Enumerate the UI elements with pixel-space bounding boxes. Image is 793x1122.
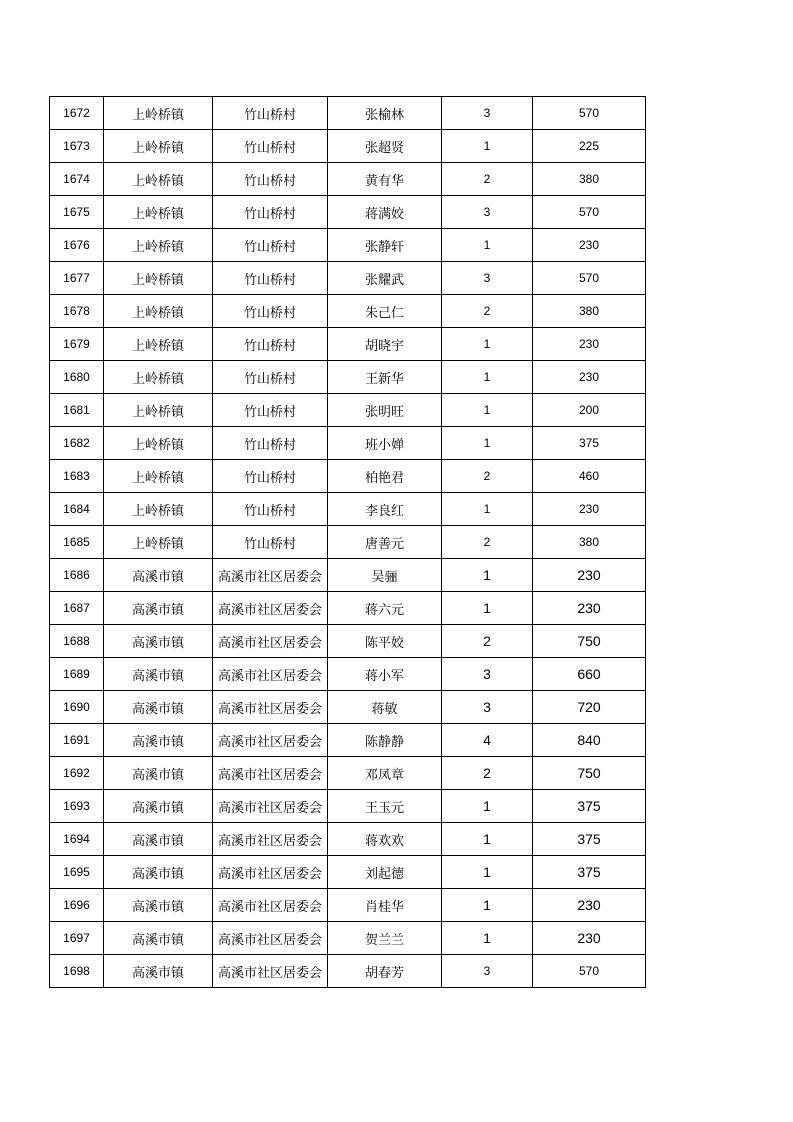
amount-cell: 720 — [533, 691, 646, 724]
count-cell: 1 — [442, 394, 533, 427]
name-cell: 黄有华 — [328, 163, 442, 196]
amount-cell: 570 — [533, 955, 646, 988]
table-row — [50, 592, 646, 625]
row-number-cell: 1678 — [50, 295, 104, 328]
count-cell: 1 — [442, 229, 533, 262]
name-cell: 王玉元 — [328, 790, 442, 823]
count-cell: 1 — [442, 856, 533, 889]
amount-cell: 375 — [533, 790, 646, 823]
row-number-cell: 1689 — [50, 658, 104, 691]
count-cell: 2 — [442, 163, 533, 196]
count-cell: 3 — [442, 691, 533, 724]
name-cell: 柏艳君 — [328, 460, 442, 493]
village-cell: 高溪市社区居委会 — [213, 856, 328, 889]
village-cell: 竹山桥村 — [213, 97, 328, 130]
village-cell: 竹山桥村 — [213, 295, 328, 328]
town-cell: 高溪市镇 — [104, 955, 213, 988]
count-cell: 3 — [442, 262, 533, 295]
amount-cell: 230 — [533, 361, 646, 394]
town-cell: 上岭桥镇 — [104, 262, 213, 295]
town-cell: 上岭桥镇 — [104, 97, 213, 130]
count-cell: 1 — [442, 790, 533, 823]
village-cell: 竹山桥村 — [213, 196, 328, 229]
village-cell: 竹山桥村 — [213, 262, 328, 295]
count-cell: 1 — [442, 427, 533, 460]
count-cell: 1 — [442, 493, 533, 526]
village-cell: 竹山桥村 — [213, 493, 328, 526]
row-number-cell: 1681 — [50, 394, 104, 427]
table-row — [50, 394, 646, 427]
count-cell: 1 — [442, 823, 533, 856]
table-row — [50, 691, 646, 724]
amount-cell: 230 — [533, 592, 646, 625]
count-cell: 4 — [442, 724, 533, 757]
amount-cell: 230 — [533, 559, 646, 592]
village-cell: 高溪市社区居委会 — [213, 658, 328, 691]
count-cell: 3 — [442, 97, 533, 130]
amount-cell: 840 — [533, 724, 646, 757]
town-cell: 高溪市镇 — [104, 724, 213, 757]
name-cell: 张超贤 — [328, 130, 442, 163]
town-cell: 高溪市镇 — [104, 559, 213, 592]
amount-cell: 570 — [533, 196, 646, 229]
table-row — [50, 526, 646, 559]
village-cell: 高溪市社区居委会 — [213, 790, 328, 823]
amount-cell: 375 — [533, 823, 646, 856]
village-cell: 竹山桥村 — [213, 361, 328, 394]
row-number-cell: 1675 — [50, 196, 104, 229]
town-cell: 高溪市镇 — [104, 691, 213, 724]
village-cell: 竹山桥村 — [213, 163, 328, 196]
village-cell: 竹山桥村 — [213, 526, 328, 559]
row-number-cell: 1698 — [50, 955, 104, 988]
table-row — [50, 328, 646, 361]
table-row — [50, 955, 646, 988]
row-number-cell: 1695 — [50, 856, 104, 889]
town-cell: 高溪市镇 — [104, 790, 213, 823]
row-number-cell: 1677 — [50, 262, 104, 295]
data-table — [49, 96, 646, 988]
amount-cell: 375 — [533, 427, 646, 460]
row-number-cell: 1690 — [50, 691, 104, 724]
count-cell: 2 — [442, 757, 533, 790]
table-row — [50, 922, 646, 955]
name-cell: 唐善元 — [328, 526, 442, 559]
table-row — [50, 790, 646, 823]
village-cell: 竹山桥村 — [213, 460, 328, 493]
table-row — [50, 130, 646, 163]
name-cell: 王新华 — [328, 361, 442, 394]
name-cell: 胡春芳 — [328, 955, 442, 988]
count-cell: 2 — [442, 295, 533, 328]
count-cell: 3 — [442, 955, 533, 988]
name-cell: 蒋六元 — [328, 592, 442, 625]
village-cell: 高溪市社区居委会 — [213, 691, 328, 724]
row-number-cell: 1691 — [50, 724, 104, 757]
count-cell: 2 — [442, 526, 533, 559]
name-cell: 吴骊 — [328, 559, 442, 592]
count-cell: 1 — [442, 559, 533, 592]
row-number-cell: 1672 — [50, 97, 104, 130]
name-cell: 刘起德 — [328, 856, 442, 889]
name-cell: 朱己仁 — [328, 295, 442, 328]
count-cell: 1 — [442, 922, 533, 955]
town-cell: 上岭桥镇 — [104, 460, 213, 493]
amount-cell: 570 — [533, 97, 646, 130]
village-cell: 竹山桥村 — [213, 427, 328, 460]
village-cell: 高溪市社区居委会 — [213, 823, 328, 856]
row-number-cell: 1673 — [50, 130, 104, 163]
town-cell: 上岭桥镇 — [104, 328, 213, 361]
count-cell: 2 — [442, 460, 533, 493]
name-cell: 张静轩 — [328, 229, 442, 262]
town-cell: 上岭桥镇 — [104, 361, 213, 394]
table-row — [50, 658, 646, 691]
table-row — [50, 295, 646, 328]
amount-cell: 380 — [533, 163, 646, 196]
town-cell: 上岭桥镇 — [104, 130, 213, 163]
name-cell: 张榆林 — [328, 97, 442, 130]
table-row — [50, 856, 646, 889]
count-cell: 3 — [442, 196, 533, 229]
row-number-cell: 1694 — [50, 823, 104, 856]
town-cell: 高溪市镇 — [104, 757, 213, 790]
village-cell: 竹山桥村 — [213, 328, 328, 361]
name-cell: 李良红 — [328, 493, 442, 526]
village-cell: 高溪市社区居委会 — [213, 955, 328, 988]
amount-cell: 460 — [533, 460, 646, 493]
table-row — [50, 460, 646, 493]
amount-cell: 380 — [533, 526, 646, 559]
amount-cell: 380 — [533, 295, 646, 328]
name-cell: 陈平姣 — [328, 625, 442, 658]
town-cell: 上岭桥镇 — [104, 196, 213, 229]
name-cell: 班小婵 — [328, 427, 442, 460]
town-cell: 高溪市镇 — [104, 823, 213, 856]
row-number-cell: 1676 — [50, 229, 104, 262]
name-cell: 蒋满姣 — [328, 196, 442, 229]
table-row — [50, 97, 646, 130]
count-cell: 3 — [442, 658, 533, 691]
table-row — [50, 559, 646, 592]
amount-cell: 375 — [533, 856, 646, 889]
village-cell: 高溪市社区居委会 — [213, 592, 328, 625]
town-cell: 高溪市镇 — [104, 922, 213, 955]
amount-cell: 225 — [533, 130, 646, 163]
table-row — [50, 229, 646, 262]
count-cell: 1 — [442, 328, 533, 361]
row-number-cell: 1696 — [50, 889, 104, 922]
town-cell: 高溪市镇 — [104, 889, 213, 922]
name-cell: 张明旺 — [328, 394, 442, 427]
name-cell: 张耀武 — [328, 262, 442, 295]
town-cell: 高溪市镇 — [104, 625, 213, 658]
town-cell: 上岭桥镇 — [104, 394, 213, 427]
amount-cell: 200 — [533, 394, 646, 427]
amount-cell: 230 — [533, 328, 646, 361]
name-cell: 邓凤章 — [328, 757, 442, 790]
town-cell: 上岭桥镇 — [104, 493, 213, 526]
row-number-cell: 1682 — [50, 427, 104, 460]
amount-cell: 570 — [533, 262, 646, 295]
name-cell: 陈静静 — [328, 724, 442, 757]
row-number-cell: 1697 — [50, 922, 104, 955]
row-number-cell: 1688 — [50, 625, 104, 658]
table-row — [50, 724, 646, 757]
amount-cell: 660 — [533, 658, 646, 691]
row-number-cell: 1674 — [50, 163, 104, 196]
table-body — [50, 97, 646, 988]
name-cell: 蒋欢欢 — [328, 823, 442, 856]
table-row — [50, 823, 646, 856]
row-number-cell: 1686 — [50, 559, 104, 592]
village-cell: 竹山桥村 — [213, 229, 328, 262]
village-cell: 高溪市社区居委会 — [213, 559, 328, 592]
town-cell: 上岭桥镇 — [104, 526, 213, 559]
name-cell: 肖桂华 — [328, 889, 442, 922]
name-cell: 胡晓宇 — [328, 328, 442, 361]
amount-cell: 230 — [533, 889, 646, 922]
row-number-cell: 1685 — [50, 526, 104, 559]
count-cell: 1 — [442, 130, 533, 163]
table-row — [50, 361, 646, 394]
village-cell: 竹山桥村 — [213, 130, 328, 163]
amount-cell: 230 — [533, 493, 646, 526]
table-row — [50, 625, 646, 658]
amount-cell: 230 — [533, 922, 646, 955]
count-cell: 1 — [442, 592, 533, 625]
table-row — [50, 493, 646, 526]
row-number-cell: 1683 — [50, 460, 104, 493]
amount-cell: 230 — [533, 229, 646, 262]
table-row — [50, 163, 646, 196]
row-number-cell: 1692 — [50, 757, 104, 790]
village-cell: 竹山桥村 — [213, 394, 328, 427]
table-row — [50, 262, 646, 295]
row-number-cell: 1679 — [50, 328, 104, 361]
village-cell: 高溪市社区居委会 — [213, 724, 328, 757]
town-cell: 高溪市镇 — [104, 658, 213, 691]
name-cell: 蒋小军 — [328, 658, 442, 691]
row-number-cell: 1684 — [50, 493, 104, 526]
village-cell: 高溪市社区居委会 — [213, 757, 328, 790]
town-cell: 上岭桥镇 — [104, 295, 213, 328]
row-number-cell: 1680 — [50, 361, 104, 394]
count-cell: 2 — [442, 625, 533, 658]
name-cell: 蒋敏 — [328, 691, 442, 724]
row-number-cell: 1687 — [50, 592, 104, 625]
village-cell: 高溪市社区居委会 — [213, 625, 328, 658]
town-cell: 上岭桥镇 — [104, 427, 213, 460]
village-cell: 高溪市社区居委会 — [213, 889, 328, 922]
amount-cell: 750 — [533, 625, 646, 658]
village-cell: 高溪市社区居委会 — [213, 922, 328, 955]
count-cell: 1 — [442, 889, 533, 922]
table-row — [50, 427, 646, 460]
town-cell: 上岭桥镇 — [104, 229, 213, 262]
count-cell: 1 — [442, 361, 533, 394]
row-number-cell: 1693 — [50, 790, 104, 823]
table-row — [50, 757, 646, 790]
amount-cell: 750 — [533, 757, 646, 790]
town-cell: 上岭桥镇 — [104, 163, 213, 196]
town-cell: 高溪市镇 — [104, 856, 213, 889]
town-cell: 高溪市镇 — [104, 592, 213, 625]
name-cell: 贺兰兰 — [328, 922, 442, 955]
table-row — [50, 196, 646, 229]
table-row — [50, 889, 646, 922]
